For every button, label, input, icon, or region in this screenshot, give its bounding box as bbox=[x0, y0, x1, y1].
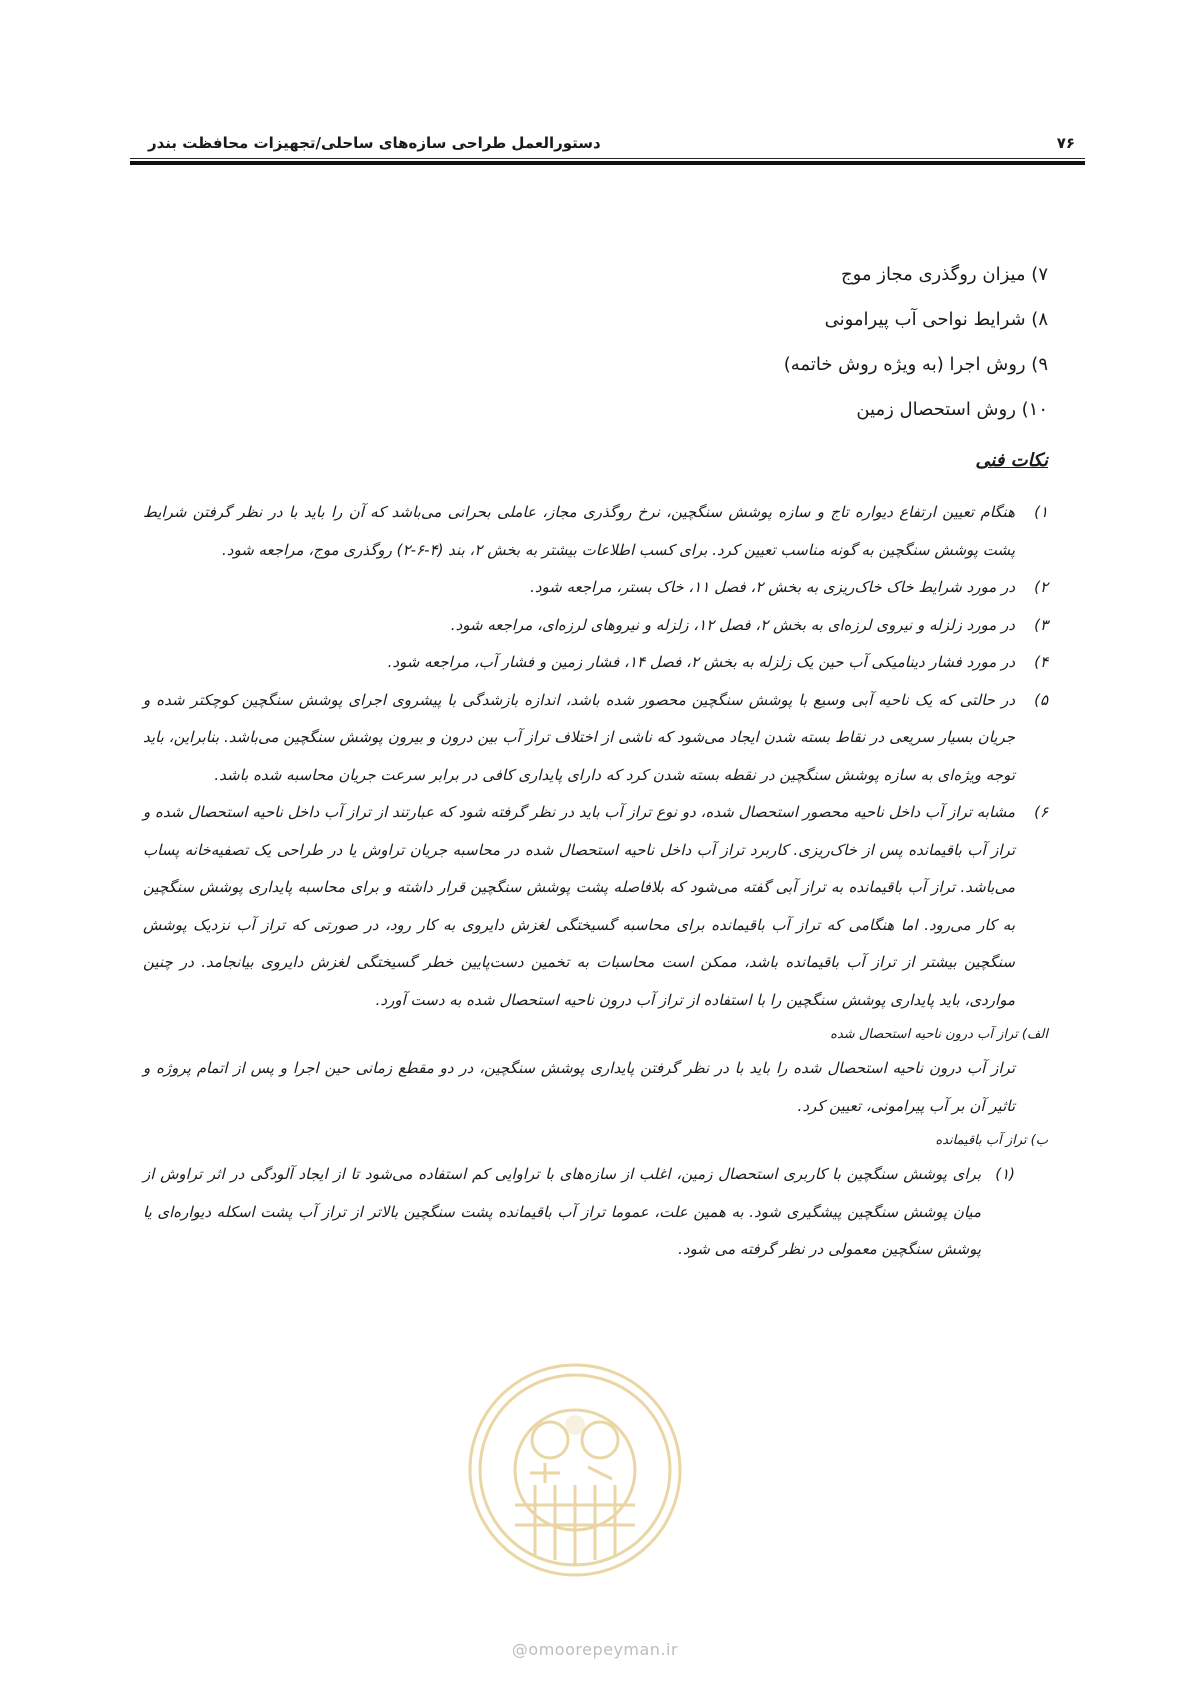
subsection-label-b: ب) تراز آب باقیمانده bbox=[935, 1133, 1048, 1148]
note-text: در مورد شرایط خاک خاک‌ریزی به بخش ۲، فصل ۱۱، خاک بستر، مراجعه شود. bbox=[530, 578, 1015, 596]
note-text: در مورد فشار دینامیکی آب حین یک زلزله به بخش ۲، فصل ۱۴، فشار زمین و فشار آب، مراجعه شود. bbox=[387, 653, 1015, 671]
sub-item-marker: (۱) bbox=[995, 1165, 1015, 1183]
footer-url: @omoorepeyman.ir bbox=[511, 1640, 679, 1659]
factor-item: ۸) شرایط نواحی آب پیرامونی bbox=[824, 309, 1048, 330]
subsection-text-a: تراز آب درون ناحیه استحصال شده را باید با در نظر گرفتن پایداری پوشش سنگچین، در دو مقطع زمانی حین اجرا و پس از اتمام پروژه و تاثیر آن بر آب پیرامونی، تعیین کرد. bbox=[143, 1059, 1015, 1115]
factor-item: ۹) روش اجرا (به ویژه روش خاتمه) bbox=[783, 354, 1048, 375]
subsection-item-b1 bbox=[143, 1156, 1048, 1269]
header-rule-thin bbox=[130, 158, 1085, 159]
note-item bbox=[143, 644, 1048, 682]
header-rule-thick bbox=[130, 161, 1085, 165]
note-marker: ۳) bbox=[1034, 615, 1048, 634]
section-heading: نکات فنی bbox=[975, 450, 1048, 471]
note-item bbox=[143, 682, 1048, 795]
note-marker: ۲) bbox=[1034, 578, 1048, 596]
factor-list bbox=[548, 252, 1048, 432]
factor-item: ۱۰) روش استحصال زمین bbox=[856, 399, 1048, 420]
note-marker: ۵) bbox=[1034, 690, 1048, 709]
note-item bbox=[143, 607, 1048, 645]
running-title: دستورالعمل طراحی سازه‌های ساحلی/تجهیزات محافظت بندر bbox=[148, 134, 601, 152]
note-text: هنگام تعیین ارتفاع دیواره تاج و سازه پوشش سنگچین، نرخ روگذری مجاز، عاملی بحرانی می‌باشد که آن را باید با در نظر گرفتن شرایط پشت پوشش سنگچین به گونه مناسب تعیین کرد. برای کسب اطلاعات بیشتر به بخش ۲، بند (۴-۶-۲) روگذری موج، مراجعه شود. bbox=[143, 503, 1015, 559]
factor-item: ۷) میزان روگذری مجاز موج bbox=[841, 264, 1048, 285]
note-text: در حالتی که یک ناحیه آبی وسیع با پوشش سنگچین محصور شده باشد، اندازه بازشدگی با پیشروی اجرای پوشش سنگچین کوچکتر شده و جریان بسیار سریعی در نقاط بسته شدن ایجاد می‌شود که ناشی از اختلاف تراز آب بین درون و بیرون پوشش سنگچین می‌باشد. بنابراین، باید توجه ویژه‌ای به سازه پوشش سنگچین در نقطه بسته شدن کرد که دارای پایداری کافی در برابر سرعت جریان محاسبه شده باشد. bbox=[143, 690, 1015, 784]
sub-item-text: برای پوشش سنگچین با کاربری استحصال زمین، اغلب از سازه‌های با تراوایی کم استفاده می‌شود تا از ایجاد آلودگی در اثر تراوش از میان پوشش سنگچین پیشگیری شود. به همین علت، عموما تراز آب باقیمانده پشت سنگچین بالاتر از تراز آب پشت اسکله دیواره‌ای یا پوشش سنگچین معمولی در نظر گرفته می شود. bbox=[143, 1165, 981, 1258]
note-marker: ۱) bbox=[1034, 503, 1048, 521]
technical-notes bbox=[143, 494, 1048, 1269]
note-marker: ۶) bbox=[1034, 803, 1048, 821]
page-number: ۷۶ bbox=[1056, 134, 1075, 152]
seal-logo-icon bbox=[460, 1355, 690, 1585]
note-item bbox=[143, 569, 1048, 607]
note-text: مشابه تراز آب داخل ناحیه محصور استحصال شده، دو نوع تراز آب باید در نظر گرفته شود که عبارتند از تراز آب داخل ناحیه استحصال شده و تراز آب باقیمانده پس از خاک‌ریزی. کاربرد تراز آب داخل ناحیه استحصال شده در محاسبه جریان تراوش یا در طراحی یک تصفیه‌خانه پساب می‌باشد. تراز آب باقیمانده به تراز آبی گفته می‌شود که بلافاصله پشت پوشش سنگچین قرار داشته و برای محاسبه پایداری پوشش سنگچین به کار می‌رود. اما هنگامی که تراز آب باقیمانده برای محاسبه گسیختگی لغزش دایروی به کار رود، در صورتی که تراز آب نزدیک پوشش سنگچین بیشتر از تراز آب باقیمانده باشد، ممکن است محاسبات به تخمین دست‌پایین خطر گسیختگی لغزش دایروی بیانجامد. در چنین مواردی، باید پایداری پوشش سنگچین را با استفاده از تراز آب درون ناحیه استحصال شده به دست آورد. bbox=[143, 803, 1015, 1009]
note-item bbox=[143, 494, 1048, 569]
note-marker: ۴) bbox=[1034, 653, 1048, 671]
note-text: در مورد زلزله و نیروی لرزه‌ای به بخش ۲، فصل ۱۲، زلزله و نیروهای لرزه‌ای، مراجعه شود. bbox=[450, 615, 1015, 634]
note-item bbox=[143, 794, 1048, 1019]
subsection-label-a: الف) تراز آب درون ناحیه استحصال شده bbox=[830, 1027, 1048, 1042]
